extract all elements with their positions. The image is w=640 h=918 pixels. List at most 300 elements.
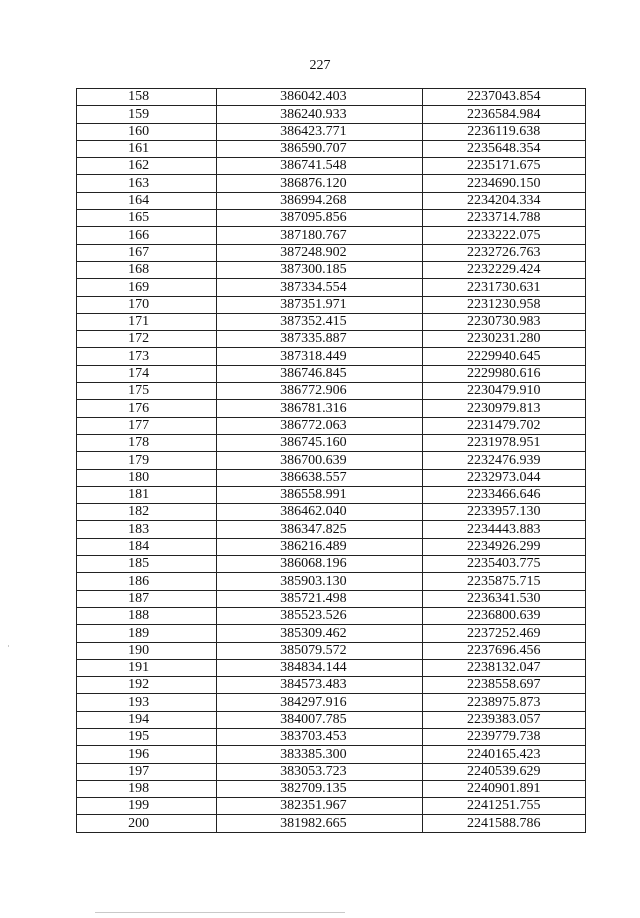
table-row [77, 486, 586, 503]
point-number-value: 190 [128, 642, 150, 658]
y-coordinate-cell [422, 383, 586, 400]
y-coordinate-cell [422, 244, 586, 261]
x-coordinate-cell [217, 434, 422, 451]
x-coordinate-cell [217, 728, 422, 745]
point-number-cell [77, 400, 217, 417]
y-coordinate-value: 2235648.354 [467, 141, 541, 157]
x-coordinate-cell [217, 313, 422, 330]
x-coordinate-cell [217, 659, 422, 676]
x-coordinate-cell [217, 89, 422, 106]
point-number-cell [77, 279, 217, 296]
y-coordinate-cell [422, 400, 586, 417]
table-row [77, 313, 586, 330]
point-number-cell [77, 140, 217, 157]
point-number-value: 181 [128, 487, 150, 503]
point-number-value: 166 [128, 227, 150, 243]
point-number-cell [77, 452, 217, 469]
x-coordinate-value: 384007.785 [280, 711, 347, 727]
y-coordinate-cell [422, 556, 586, 573]
point-number-value: 176 [128, 400, 150, 416]
x-coordinate-cell [217, 573, 422, 590]
y-coordinate-cell [422, 434, 586, 451]
point-number-value: 167 [128, 244, 150, 260]
table-row [77, 504, 586, 521]
x-coordinate-value: 386638.557 [280, 469, 347, 485]
point-number-value: 172 [128, 331, 150, 347]
x-coordinate-cell [217, 365, 422, 382]
point-number-cell [77, 244, 217, 261]
point-number-value: 174 [128, 366, 150, 382]
table-row [77, 192, 586, 209]
table-row [77, 711, 586, 728]
y-coordinate-cell [422, 210, 586, 227]
x-coordinate-cell [217, 383, 422, 400]
point-number-value: 186 [128, 573, 150, 589]
y-coordinate-value: 2239779.738 [467, 729, 541, 745]
point-number-value: 184 [128, 539, 150, 555]
x-coordinate-value: 387300.185 [280, 262, 347, 278]
coordinates-table [76, 88, 586, 833]
x-coordinate-value: 387248.902 [280, 244, 347, 260]
table-row [77, 210, 586, 227]
x-coordinate-value: 387351.971 [280, 296, 347, 312]
x-coordinate-value: 387352.415 [280, 314, 347, 330]
point-number-value: 169 [128, 279, 150, 295]
y-coordinate-cell [422, 642, 586, 659]
y-coordinate-value: 2230231.280 [467, 331, 541, 347]
x-coordinate-value: 384834.144 [280, 660, 347, 676]
table-row [77, 763, 586, 780]
y-coordinate-cell [422, 175, 586, 192]
point-number-value: 164 [128, 193, 150, 209]
y-coordinate-value: 2237043.854 [467, 89, 541, 105]
point-number-value: 180 [128, 469, 150, 485]
point-number-value: 173 [128, 348, 150, 364]
point-number-cell [77, 746, 217, 763]
y-coordinate-cell [422, 694, 586, 711]
y-coordinate-value: 2230479.910 [467, 383, 541, 399]
table-row [77, 244, 586, 261]
point-number-value: 159 [128, 106, 150, 122]
x-coordinate-value: 387180.767 [280, 227, 347, 243]
y-coordinate-value: 2233957.130 [467, 504, 541, 520]
x-coordinate-value: 386347.825 [280, 521, 347, 537]
point-number-cell [77, 607, 217, 624]
table-row [77, 780, 586, 797]
table-row [77, 728, 586, 745]
x-coordinate-cell [217, 590, 422, 607]
x-coordinate-value: 381982.665 [280, 815, 347, 831]
x-coordinate-value: 386772.063 [280, 417, 347, 433]
x-coordinate-value: 384297.916 [280, 694, 347, 710]
x-coordinate-cell [217, 538, 422, 555]
table-row [77, 625, 586, 642]
y-coordinate-cell [422, 521, 586, 538]
x-coordinate-value: 386558.991 [280, 487, 347, 503]
point-number-cell [77, 227, 217, 244]
point-number-value: 194 [128, 711, 150, 727]
y-coordinate-value: 2231230.958 [467, 296, 541, 312]
x-coordinate-value: 387335.887 [280, 331, 347, 347]
x-coordinate-cell [217, 469, 422, 486]
coordinates-table-body [77, 89, 586, 833]
point-number-cell [77, 728, 217, 745]
x-coordinate-value: 386994.268 [280, 193, 347, 209]
table-row [77, 642, 586, 659]
point-number-value: 200 [128, 815, 150, 831]
y-coordinate-value: 2232476.939 [467, 452, 541, 468]
y-coordinate-cell [422, 504, 586, 521]
point-number-value: 163 [128, 175, 150, 191]
point-number-value: 162 [128, 158, 150, 174]
point-number-cell [77, 383, 217, 400]
x-coordinate-cell [217, 244, 422, 261]
x-coordinate-value: 386781.316 [280, 400, 347, 416]
x-coordinate-cell [217, 227, 422, 244]
x-coordinate-cell [217, 625, 422, 642]
y-coordinate-value: 2230730.983 [467, 314, 541, 330]
point-number-cell [77, 798, 217, 815]
y-coordinate-cell [422, 279, 586, 296]
y-coordinate-cell [422, 192, 586, 209]
point-number-value: 178 [128, 435, 150, 451]
point-number-value: 165 [128, 210, 150, 226]
x-coordinate-value: 386042.403 [280, 89, 347, 105]
x-coordinate-value: 386876.120 [280, 175, 347, 191]
x-coordinate-value: 386068.196 [280, 556, 347, 572]
table-row [77, 815, 586, 832]
point-number-cell [77, 590, 217, 607]
point-number-cell [77, 192, 217, 209]
table-row [77, 400, 586, 417]
x-coordinate-value: 385903.130 [280, 573, 347, 589]
x-coordinate-cell [217, 296, 422, 313]
point-number-cell [77, 573, 217, 590]
point-number-cell [77, 175, 217, 192]
table-row [77, 106, 586, 123]
y-coordinate-cell [422, 677, 586, 694]
x-coordinate-value: 384573.483 [280, 677, 347, 693]
table-row [77, 123, 586, 140]
x-coordinate-cell [217, 210, 422, 227]
x-coordinate-value: 383053.723 [280, 763, 347, 779]
table-row [77, 677, 586, 694]
y-coordinate-cell [422, 417, 586, 434]
table-row [77, 365, 586, 382]
table-row [77, 158, 586, 175]
table-row [77, 521, 586, 538]
x-coordinate-cell [217, 798, 422, 815]
x-coordinate-cell [217, 279, 422, 296]
point-number-value: 197 [128, 763, 150, 779]
table-row [77, 694, 586, 711]
table-row [77, 469, 586, 486]
y-coordinate-value: 2231730.631 [467, 279, 541, 295]
y-coordinate-value: 2240165.423 [467, 746, 541, 762]
y-coordinate-value: 2233466.646 [467, 487, 541, 503]
point-number-cell [77, 659, 217, 676]
point-number-cell [77, 210, 217, 227]
table-row [77, 573, 586, 590]
table-row [77, 261, 586, 278]
point-number-cell [77, 469, 217, 486]
x-coordinate-value: 386462.040 [280, 504, 347, 520]
x-coordinate-value: 386741.548 [280, 158, 347, 174]
y-coordinate-value: 2239383.057 [467, 711, 541, 727]
x-coordinate-value: 383703.453 [280, 729, 347, 745]
y-coordinate-value: 2234690.150 [467, 175, 541, 191]
table-row [77, 296, 586, 313]
table-row [77, 798, 586, 815]
y-coordinate-cell [422, 331, 586, 348]
point-number-value: 185 [128, 556, 150, 572]
point-number-value: 179 [128, 452, 150, 468]
x-coordinate-value: 386745.160 [280, 435, 347, 451]
point-number-cell [77, 89, 217, 106]
table-row [77, 227, 586, 244]
point-number-cell [77, 331, 217, 348]
x-coordinate-value: 382351.967 [280, 798, 347, 814]
point-number-cell [77, 815, 217, 832]
point-number-cell [77, 348, 217, 365]
x-coordinate-cell [217, 504, 422, 521]
point-number-cell [77, 365, 217, 382]
point-number-value: 195 [128, 729, 150, 745]
table-row [77, 89, 586, 106]
x-coordinate-cell [217, 556, 422, 573]
point-number-cell [77, 417, 217, 434]
point-number-cell [77, 763, 217, 780]
x-coordinate-value: 387334.554 [280, 279, 347, 295]
point-number-cell [77, 486, 217, 503]
x-coordinate-value: 385079.572 [280, 642, 347, 658]
x-coordinate-cell [217, 763, 422, 780]
point-number-value: 182 [128, 504, 150, 520]
point-number-value: 183 [128, 521, 150, 537]
table-row [77, 607, 586, 624]
y-coordinate-cell [422, 573, 586, 590]
table-row [77, 140, 586, 157]
y-coordinate-cell [422, 711, 586, 728]
x-coordinate-cell [217, 452, 422, 469]
point-number-value: 160 [128, 123, 150, 139]
y-coordinate-value: 2233714.788 [467, 210, 541, 226]
point-number-value: 192 [128, 677, 150, 693]
y-coordinate-cell [422, 365, 586, 382]
point-number-value: 161 [128, 141, 150, 157]
x-coordinate-cell [217, 607, 422, 624]
x-coordinate-value: 383385.300 [280, 746, 347, 762]
y-coordinate-value: 2233222.075 [467, 227, 541, 243]
point-number-value: 170 [128, 296, 150, 312]
y-coordinate-cell [422, 140, 586, 157]
point-number-cell [77, 261, 217, 278]
y-coordinate-value: 2234443.883 [467, 521, 541, 537]
x-coordinate-cell [217, 348, 422, 365]
y-coordinate-value: 2241251.755 [467, 798, 541, 814]
x-coordinate-value: 386590.707 [280, 141, 347, 157]
y-coordinate-cell [422, 607, 586, 624]
point-number-cell [77, 642, 217, 659]
point-number-value: 158 [128, 89, 150, 105]
x-coordinate-value: 386700.639 [280, 452, 347, 468]
table-row [77, 659, 586, 676]
table-row [77, 452, 586, 469]
point-number-cell [77, 521, 217, 538]
table-row [77, 746, 586, 763]
y-coordinate-value: 2232726.763 [467, 244, 541, 260]
x-coordinate-cell [217, 331, 422, 348]
y-coordinate-value: 2240901.891 [467, 781, 541, 797]
x-coordinate-cell [217, 521, 422, 538]
y-coordinate-cell [422, 728, 586, 745]
y-coordinate-value: 2237252.469 [467, 625, 541, 641]
point-number-value: 188 [128, 608, 150, 624]
y-coordinate-cell [422, 625, 586, 642]
point-number-value: 193 [128, 694, 150, 710]
point-number-cell [77, 677, 217, 694]
table-row [77, 331, 586, 348]
x-coordinate-cell [217, 140, 422, 157]
x-coordinate-cell [217, 677, 422, 694]
y-coordinate-value: 2231978.951 [467, 435, 541, 451]
point-number-value: 177 [128, 417, 150, 433]
y-coordinate-value: 2236119.638 [467, 123, 541, 139]
point-number-cell [77, 123, 217, 140]
y-coordinate-value: 2236341.530 [467, 590, 541, 606]
point-number-value: 198 [128, 781, 150, 797]
y-coordinate-cell [422, 106, 586, 123]
point-number-value: 175 [128, 383, 150, 399]
scan-mark-left [8, 645, 9, 647]
y-coordinate-value: 2232229.424 [467, 262, 541, 278]
x-coordinate-cell [217, 192, 422, 209]
y-coordinate-cell [422, 348, 586, 365]
y-coordinate-value: 2235171.675 [467, 158, 541, 174]
x-coordinate-value: 386746.845 [280, 366, 347, 382]
point-number-value: 196 [128, 746, 150, 762]
y-coordinate-value: 2235875.715 [467, 573, 541, 589]
y-coordinate-cell [422, 89, 586, 106]
y-coordinate-cell [422, 763, 586, 780]
point-number-value: 168 [128, 262, 150, 278]
y-coordinate-value: 2232973.044 [467, 469, 541, 485]
x-coordinate-value: 385523.526 [280, 608, 347, 624]
y-coordinate-value: 2230979.813 [467, 400, 541, 416]
scan-mark-bottom [95, 912, 345, 913]
x-coordinate-cell [217, 780, 422, 797]
y-coordinate-cell [422, 452, 586, 469]
x-coordinate-cell [217, 711, 422, 728]
point-number-value: 199 [128, 798, 150, 814]
x-coordinate-value: 386423.771 [280, 123, 347, 139]
point-number-value: 187 [128, 590, 150, 606]
point-number-cell [77, 106, 217, 123]
x-coordinate-value: 387318.449 [280, 348, 347, 364]
x-coordinate-cell [217, 417, 422, 434]
x-coordinate-cell [217, 815, 422, 832]
y-coordinate-value: 2236584.984 [467, 106, 541, 122]
table-row [77, 417, 586, 434]
y-coordinate-cell [422, 538, 586, 555]
x-coordinate-value: 386772.906 [280, 383, 347, 399]
page-number: 227 [309, 58, 331, 73]
table-row [77, 538, 586, 555]
y-coordinate-cell [422, 815, 586, 832]
y-coordinate-value: 2236800.639 [467, 608, 541, 624]
x-coordinate-cell [217, 486, 422, 503]
y-coordinate-value: 2240539.629 [467, 763, 541, 779]
y-coordinate-value: 2238132.047 [467, 660, 541, 676]
x-coordinate-value: 385721.498 [280, 590, 347, 606]
y-coordinate-cell [422, 780, 586, 797]
table-row [77, 175, 586, 192]
y-coordinate-cell [422, 158, 586, 175]
y-coordinate-value: 2231479.702 [467, 417, 541, 433]
point-number-cell [77, 780, 217, 797]
point-number-cell [77, 625, 217, 642]
y-coordinate-cell [422, 659, 586, 676]
point-number-cell [77, 158, 217, 175]
table-row [77, 279, 586, 296]
y-coordinate-value: 2238975.873 [467, 694, 541, 710]
y-coordinate-value: 2237696.456 [467, 642, 541, 658]
point-number-cell [77, 694, 217, 711]
x-coordinate-cell [217, 400, 422, 417]
y-coordinate-cell [422, 296, 586, 313]
y-coordinate-cell [422, 798, 586, 815]
x-coordinate-cell [217, 158, 422, 175]
y-coordinate-value: 2235403.775 [467, 556, 541, 572]
y-coordinate-cell [422, 227, 586, 244]
x-coordinate-cell [217, 694, 422, 711]
table-row [77, 556, 586, 573]
point-number-cell [77, 504, 217, 521]
x-coordinate-value: 386240.933 [280, 106, 347, 122]
y-coordinate-value: 2229940.645 [467, 348, 541, 364]
y-coordinate-value: 2234926.299 [467, 539, 541, 555]
y-coordinate-cell [422, 590, 586, 607]
x-coordinate-value: 385309.462 [280, 625, 347, 641]
y-coordinate-cell [422, 261, 586, 278]
y-coordinate-cell [422, 469, 586, 486]
table-row [77, 383, 586, 400]
y-coordinate-value: 2234204.334 [467, 193, 541, 209]
point-number-cell [77, 434, 217, 451]
y-coordinate-cell [422, 486, 586, 503]
y-coordinate-cell [422, 746, 586, 763]
point-number-value: 189 [128, 625, 150, 641]
point-number-cell [77, 556, 217, 573]
point-number-value: 191 [128, 660, 150, 676]
x-coordinate-cell [217, 123, 422, 140]
table-row [77, 590, 586, 607]
y-coordinate-value: 2241588.786 [467, 815, 541, 831]
x-coordinate-cell [217, 642, 422, 659]
point-number-cell [77, 296, 217, 313]
point-number-cell [77, 711, 217, 728]
x-coordinate-value: 387095.856 [280, 210, 347, 226]
point-number-value: 171 [128, 314, 150, 330]
x-coordinate-cell [217, 175, 422, 192]
x-coordinate-value: 382709.135 [280, 781, 347, 797]
table-row [77, 348, 586, 365]
x-coordinate-cell [217, 261, 422, 278]
point-number-cell [77, 538, 217, 555]
y-coordinate-value: 2238558.697 [467, 677, 541, 693]
x-coordinate-cell [217, 746, 422, 763]
y-coordinate-cell [422, 313, 586, 330]
